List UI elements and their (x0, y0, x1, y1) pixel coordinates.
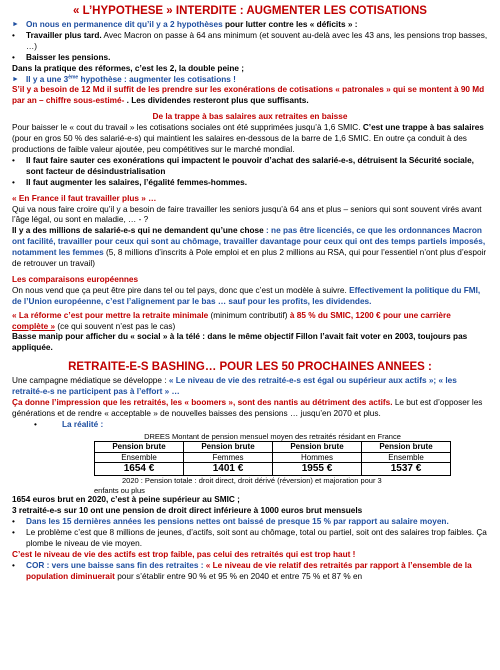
subtitle-comparaisons-europeennes: Les comparaisons européennes (12, 274, 139, 284)
bullet-15-annees-text: Dans les 15 dernières années les pensions nettes ont baissé de presque 15 % par rapport au salaire moyen. (26, 517, 449, 527)
table-group: Hommes (273, 452, 362, 463)
bullet-exonerations-text: Il faut faire sauter ces exonérations qui impactent le pouvoir d’achat des salarié-e-s, détruisent la Sécurité sociale, sont facteur de désindustrialisation (26, 155, 474, 176)
exonerations-red: S’il y a besoin de 12 Md il suffit de les prendre sur les exonérations de cotisations « patronales » qui se montent à 90 Md par an – chiffre sous-estimé- (12, 85, 485, 106)
subtitle-trappe-bas-salaires: De la trappe à bas salaires aux retraites en baisse (152, 112, 348, 122)
table-header: Pension brute (184, 442, 273, 453)
millions-c: (5, 8 millions d’inscrits à Pole emploi et en plus 2 millions au RSA, qui pour l’essentiel n’ont plus d’espoir de retrouver un travail) (12, 248, 487, 269)
retraite-minimale-b: (minimum contributif) (208, 310, 290, 320)
bullet-salaires-text: Il faut augmenter les salaires, l’égalité femmes-hommes. (26, 177, 248, 187)
bullet-travailler-plus (12, 31, 488, 53)
bullet-dot-icon: • (12, 177, 15, 187)
comparaisons-a: On nous vend que ça peut être pire dans tel ou tel pays, donc que c’est un modèle à suivre. (12, 285, 350, 295)
table-group: Femmes (184, 452, 273, 463)
basse-manip-paragraph: Basse manip pour afficher du « social » à la télé : dans le même objectif Fillon l’avait fait voter en 2003, toujours pas appliquée. (12, 332, 468, 353)
table-header: Pension brute (362, 442, 451, 453)
bullet-dot-icon: • (12, 30, 15, 40)
exonerations-paragraph (12, 85, 488, 107)
retraite-minimale-c: à 85 % du SMIC, 1200 € pour une carrière (289, 310, 451, 320)
comparaisons-paragraph (12, 286, 488, 308)
bullet-probleme-text: Le problème c’est que 8 millions de jeunes, d’actifs, soit sont au chômage, total ou partiel, soit ont des salaires trop faibles. Ça plombe le niveau de vie moyen. (26, 528, 487, 548)
drees-pension-table (94, 432, 451, 477)
title-retraites-bashing: RETRAITE-E-S BASHING… POUR LES 50 PROCHAINES ANNEES : (68, 361, 432, 374)
cout-travail-a: Pour baisser le « cout du travail » les cotisations sociales ont été supprimées jusqu’à 1,6 SMIC. (12, 123, 363, 133)
hypotheses-lead: On nous en permanence dit qu’il y a 2 hypothèses (26, 20, 223, 29)
arrow-line-hypotheses (12, 20, 488, 31)
seniors-paragraph: Qui va nous faire croire qu’il y a besoin de faire travailler les seniors jusqu’à 64 ans et plus – seniors qui sont souvent virés avant l’âge légal, ou sont en maladie, … - ? (12, 204, 482, 225)
subtitle-travailler-plus: « En France il faut travailler plus » … (12, 193, 157, 203)
cout-travail-c: (pour en gros 50 % des salarié-e-s) qui maintient les salaires en-dessous de la barre de 1,6 SMIC. En outre ça conduit à des productions de faible valeur ajoutée, peu compétitives sur le marché mondial. (12, 134, 467, 154)
cor-quote: « Le niveau de vie relatif des retraités par rapport à l’ensemble de la population diminuerait (26, 560, 472, 581)
retraite-minimale-d: complète » (12, 321, 56, 331)
cor-lead: COR : vers une baisse sans fin des retraites : (26, 560, 206, 570)
bullet-dot-icon: • (12, 528, 15, 538)
table-note-line1: 2020 : Pension totale : droit direct, droit dérivé (réversion) et majoration pour 3 (122, 476, 382, 486)
comparaisons-b: Effectivement la politique du FMI, de l’Union européenne, c’est l’alignement par le bas … sauf pour les profits, les dividendes. (12, 285, 481, 306)
table-value: 1955 € (273, 463, 362, 476)
impression-a: Ça donne l’impression que les retraités, les « boomers », sont des nantis au détriment des actifs. (12, 398, 393, 408)
table-value: 1537 € (362, 463, 451, 476)
table-header: Pension brute (95, 442, 184, 453)
cout-travail-b: C’est une trappe à bas salaires (362, 123, 484, 133)
table-caption: DREES Montant de pension mensuel moyen des retraités résidant en France (144, 431, 401, 441)
bullet-realite (12, 420, 488, 431)
table-group: Ensemble (95, 452, 184, 463)
niveau-vie-actifs-text: C’est le niveau de vie des actifs est trop faible, pas celui des retraités qui est trop haut ! (12, 549, 356, 559)
retraite-minimale-e: (ce qui souvent n’est pas le cas) (55, 321, 176, 331)
double-peine-text: Dans la pratique des réformes, c’est les 2, la double peine ; (12, 63, 244, 73)
bullet-salaires (12, 178, 488, 189)
campagne-paragraph (12, 376, 488, 398)
hypothese-3-post: hypothèse : augmenter les cotisations ! (78, 74, 236, 84)
retraites-1000-text: 3 retraité-e-s sur 10 ont une pension de droit direct inférieure à 1000 euros brut mensuels (12, 506, 363, 516)
bullet-realite-text: La réalité : (62, 419, 104, 429)
bullet-cor (12, 561, 488, 583)
arrow-bullet-icon: ► (12, 75, 19, 83)
bullet-dot-icon: • (12, 52, 15, 62)
arrow-bullet-icon: ► (12, 21, 19, 28)
bullet-dot-icon: • (12, 560, 15, 570)
bullet-dot-icon: • (34, 419, 37, 429)
document-page (12, 0, 488, 583)
bullet-travailler-text: Avec Macron on passe à 64 ans minimum (et souvent au-delà avec les 43 ans, les pensions trop basses, …) (26, 30, 488, 51)
table-header: Pension brute (273, 442, 362, 453)
bullet-exonerations (12, 156, 488, 178)
cor-rest: pour s’établir entre 90 % et 95 % en 2040 et entre 75 % et 87 % en (114, 571, 363, 581)
millions-b: : ne pas être licenciés, ce que les ordonnances Macron ont facilité, travailler pour ceux qui sont au chômage, travailler davantage pour ceux qui ont des temps partiels imposés, notamment les femmes (12, 226, 486, 258)
hypotheses-rest: pour lutter contre les « déficits » : (222, 20, 358, 29)
bullet-baisser-text: Baisser les pensions. (26, 52, 111, 62)
table-group: Ensemble (362, 452, 451, 463)
retraite-minimale-paragraph (12, 311, 488, 333)
bullet-dot-icon: • (12, 155, 15, 165)
impression-paragraph (12, 398, 488, 420)
table-note-line2: enfants ou plus (94, 485, 145, 495)
millions-salaries-paragraph (12, 226, 488, 270)
bullet-probleme-jeunes (12, 528, 488, 550)
impression-b: Le but est d’opposer les générations et de rendre « acceptable » de nouvelles baisses des pensions … jusqu’en 2070 et plus. (12, 398, 483, 418)
title-hypothese-interdite: « L’HYPOTHESE » INTERDITE : AUGMENTER LES COTISATIONS (73, 5, 427, 17)
bullet-dot-icon: • (12, 517, 15, 527)
hypothese-3-sup: ème (68, 73, 79, 80)
bullet-travailler-label: Travailler plus tard. (26, 30, 102, 40)
campagne-a: Une campagne médiatique se développe : (12, 376, 169, 386)
exonerations-rest: . Les dividendes resteront plus que suffisants. (124, 96, 309, 106)
retraite-minimale-a: « La réforme c’est pour mettre la retraite minimale (12, 310, 209, 320)
cout-travail-paragraph (12, 123, 488, 156)
table-value: 1401 € (184, 463, 273, 476)
millions-a: Il y a des millions de salarié-e-s qui ne demandent qu’une chose (12, 226, 264, 236)
table-value: 1654 € (95, 463, 184, 476)
pension-smic-text: 1654 euros brut en 2020, c’est à peine supérieur au SMIC ; (12, 495, 240, 505)
bullet-baisser-pensions (12, 53, 488, 64)
arrow-line-3eme-hypothese (12, 75, 488, 86)
campagne-b: « Le niveau de vie des retraité-e-s est égal ou supérieur aux actifs »; « les retraité-e-s ne participent pas à l’effort » … (12, 376, 457, 397)
hypothese-3-pre: Il y a une 3 (26, 74, 69, 84)
bullet-15-dernieres-annees (12, 517, 488, 528)
